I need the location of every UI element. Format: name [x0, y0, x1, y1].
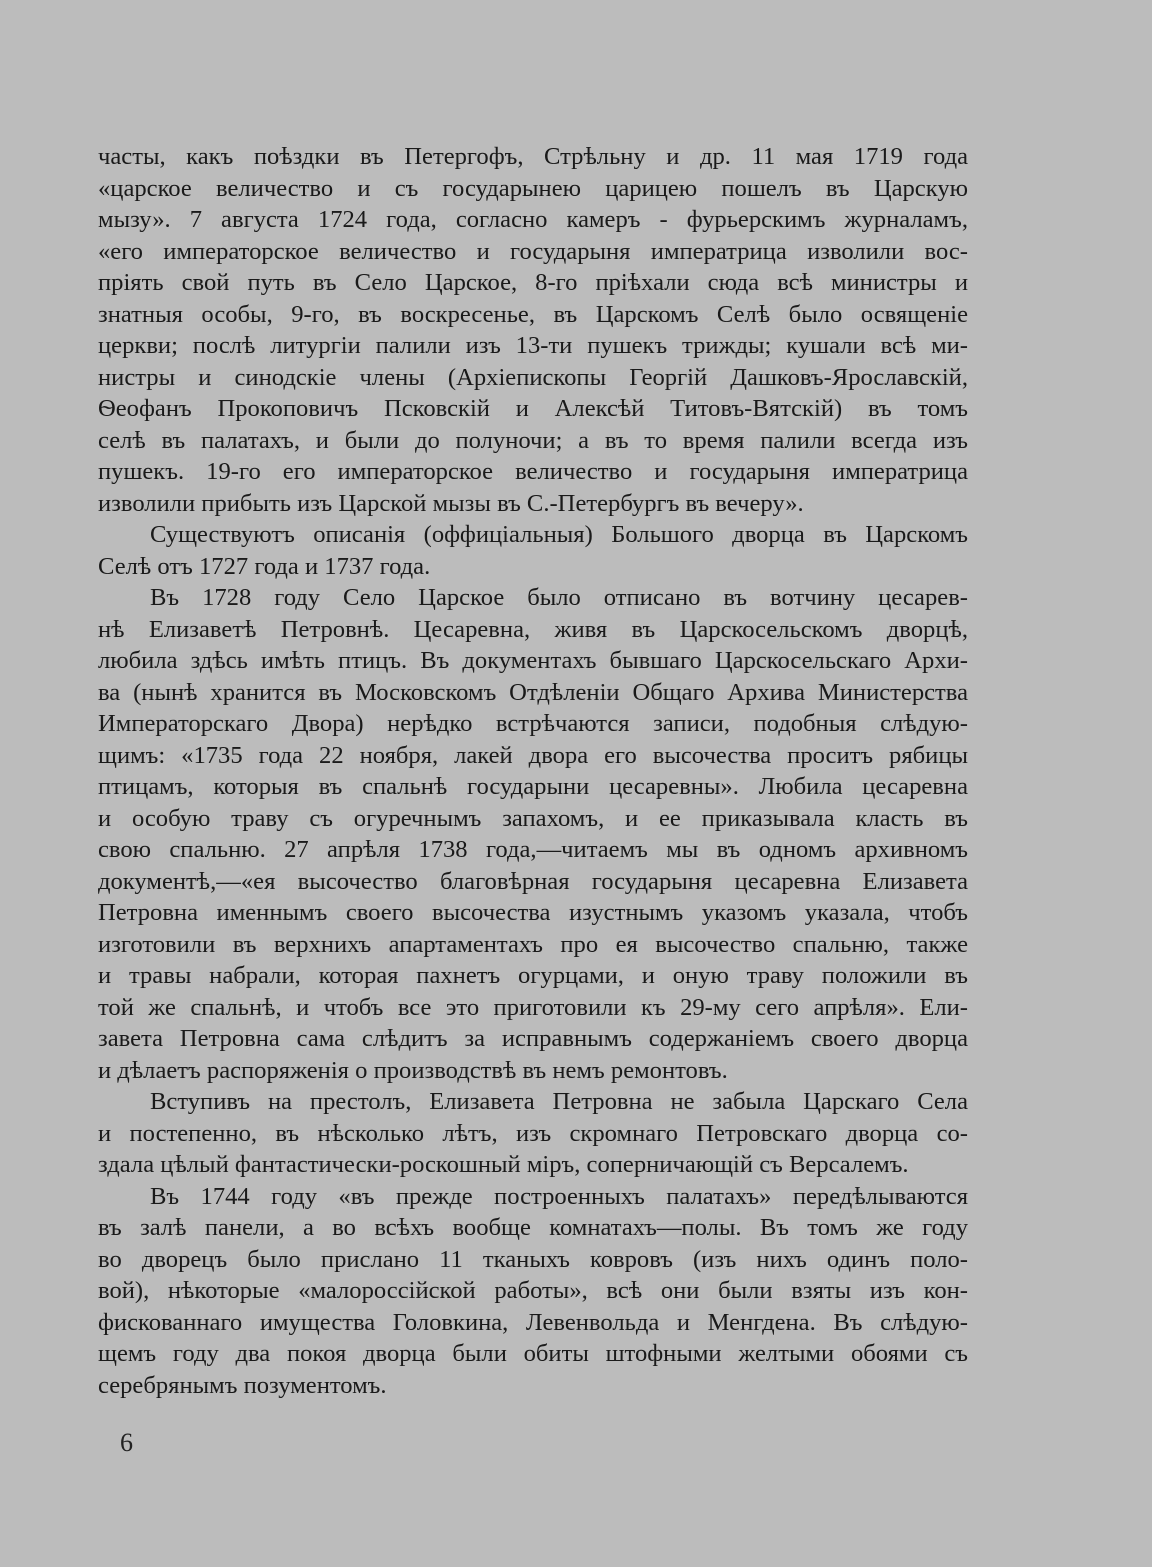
- text-line: Селѣ отъ 1727 года и 1737 года.: [98, 552, 431, 580]
- text-line: и травы набрали, которая пахнетъ огурцами, и оную траву положили въ: [98, 962, 968, 989]
- text-line: въ залѣ панели, а во всѣхъ вообще комнатахъ—полы. Въ томъ же году: [98, 1214, 968, 1241]
- text-line: и особую траву съ огуречнымъ запахомъ, и ее приказывала класть въ: [98, 804, 968, 832]
- text-line: Существуютъ описанія (оффиціальныя) Большого дворца въ Царскомъ: [150, 521, 968, 548]
- text-line: серебрянымъ позументомъ.: [98, 1371, 387, 1399]
- text-line: и постепенно, въ нѣсколько лѣтъ, изъ скромнаго Петровскаго дворца со-: [98, 1119, 968, 1147]
- text-line: Петровна именнымъ своего высочества изустнымъ указомъ указала, чтобъ: [98, 899, 968, 926]
- text-line: щемъ году два покоя дворца были обиты штофными желтыми обоями съ: [98, 1340, 968, 1367]
- text-line: изготовили въ верхнихъ апартаментахъ про ея высочество спальню, также: [98, 930, 968, 958]
- text-line: Императорскаго Двора) нерѣдко встрѣчаются записи, подобныя слѣдую-: [98, 710, 968, 737]
- text-line: птицамъ, которыя въ спальнѣ государыни цесаревны». Любила цесаревна: [98, 773, 968, 800]
- paragraph-3: [98, 582, 968, 1086]
- paragraph-5: [98, 1181, 968, 1402]
- text-line: Ѳеофанъ Прокоповичъ Псковскій и Алексѣй Титовъ-Вятскій) въ томъ: [98, 395, 968, 422]
- text-line: мызу». 7 августа 1724 года, согласно камеръ - фурьерскимъ журналамъ,: [98, 206, 968, 233]
- text-line: Вступивъ на престолъ, Елизавета Петровна не забыла Царскаго Села: [150, 1088, 968, 1115]
- text-line: пушекъ. 19-го его императорское величество и государыня императрица: [98, 458, 968, 485]
- text-line: документѣ,—«ея высочество благовѣрная государыня цесаревна Елизавета: [98, 867, 968, 895]
- text-line: церкви; послѣ литургіи палили изъ 13-ти пушекъ трижды; кушали всѣ ми-: [98, 332, 968, 359]
- text-line: часты, какъ поѣздки въ Петергофъ, Стрѣльну и др. 11 мая 1719 года: [98, 143, 968, 170]
- paragraph-4: [98, 1086, 968, 1181]
- paragraph-1: [98, 141, 968, 519]
- text-line: ва (нынѣ хранится въ Московскомъ Отдѣленіи Общаго Архива Министерства: [98, 678, 968, 706]
- text-line: изволили прибыть изъ Царской мызы въ С.-Петербургъ въ вечеру».: [98, 489, 804, 517]
- text-line: знатныя особы, 9-го, въ воскресенье, въ Царскомъ Селѣ было освященіе: [98, 300, 968, 328]
- text-line: вой), нѣкоторые «малороссійской работы», всѣ они были взяты изъ кон-: [98, 1277, 968, 1304]
- text-line: фискованнаго имущества Головкина, Левенвольда и Менгдена. Въ слѣдую-: [98, 1308, 968, 1336]
- text-line: пріять свой путь въ Село Царское, 8-го пріѣхали сюда всѣ министры и: [98, 269, 968, 296]
- text-line: любила здѣсь имѣть птицъ. Въ документахъ бывшаго Царскосельскаго Архи-: [98, 647, 968, 674]
- text-line: завета Петровна сама слѣдитъ за исправнымъ содержаніемъ своего дворца: [98, 1025, 968, 1052]
- text-line: той же спальнѣ, и чтобъ все это приготовили къ 29-му сего апрѣля». Ели-: [98, 993, 968, 1021]
- page-number: 6: [120, 1428, 133, 1457]
- text-line: щимъ: «1735 года 22 ноября, лакей двора его высочества проситъ рябицы: [98, 741, 968, 769]
- text-line: здала цѣлый фантастически-роскошный міръ, соперничающій съ Версалемъ.: [98, 1151, 909, 1178]
- text-block: [98, 141, 968, 1401]
- text-line: нистры и синодскіе члены (Архіепископы Георгій Дашковъ-Ярославскій,: [98, 363, 968, 391]
- text-line: Въ 1744 году «въ прежде построенныхъ палатахъ» передѣлываются: [150, 1182, 968, 1210]
- text-line: Въ 1728 году Село Царское было отписано въ вотчину цесарев-: [150, 584, 968, 611]
- text-line: нѣ Елизаветѣ Петровнѣ. Цесаревна, живя въ Царскосельскомъ дворцѣ,: [98, 615, 968, 643]
- text-line: и дѣлаетъ распоряженія о производствѣ въ немъ ремонтовъ.: [98, 1056, 728, 1084]
- text-line: «его императорское величество и государыня императрица изволили вос-: [98, 237, 968, 265]
- paragraph-2: [98, 519, 968, 582]
- text-line: «царское величество и съ государынею царицею пошелъ въ Царскую: [98, 174, 968, 202]
- text-line: свою спальню. 27 апрѣля 1738 года,—читаемъ мы въ одномъ архивномъ: [98, 836, 968, 863]
- text-line: селѣ въ палатахъ, и были до полуночи; а въ то время палили всегда изъ: [98, 426, 968, 454]
- text-line: во дворецъ было прислано 11 тканыхъ ковровъ (изъ нихъ одинъ поло-: [98, 1245, 968, 1273]
